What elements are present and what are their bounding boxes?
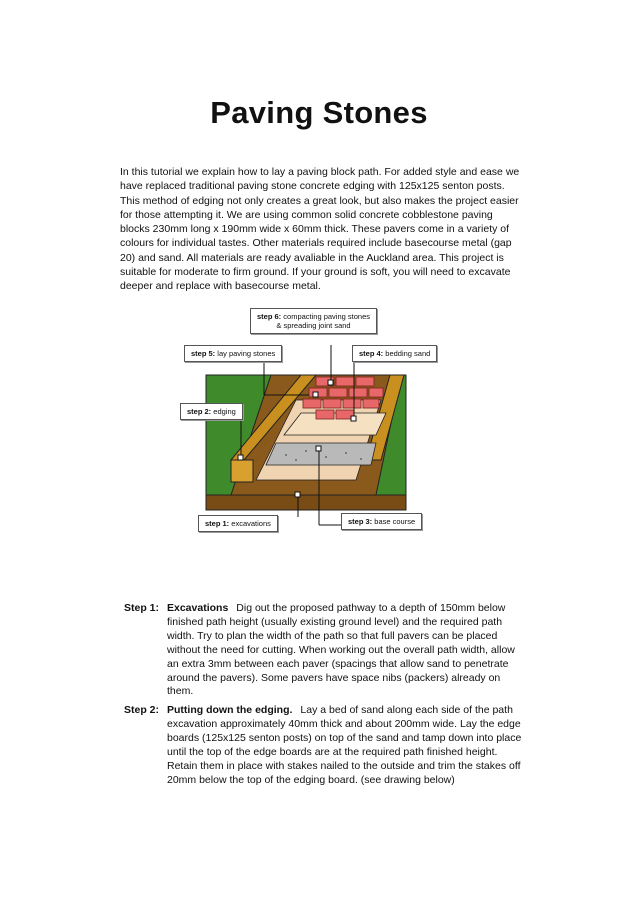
label-step-6: step 6: compacting paving stones & spreading joint sand <box>250 308 377 334</box>
steps-list <box>124 602 524 793</box>
page-title: Paving Stones <box>210 95 428 130</box>
paving-cross-section-illustration <box>176 305 436 540</box>
step-item <box>124 602 524 699</box>
label-step-5: step 5: lay paving stones <box>184 345 282 362</box>
intro-paragraph: In this tutorial we explain how to lay a paving block path. For added style and ease we have replaced traditional paving stone concrete edging with 125x125 senton posts. This method of edging not only creates a great look, but also makes the project easier for those attempting it. We are using common solid concrete cobblestone paving blocks 230mm long x 190mm wide x 60mm thick. These pavers come in a variety of colours for individual tastes. Other materials required include basecourse metal (gap 20) and sand. All materials are ready avaliable in the Auckland area. This project is suitable for moderate to firm ground. If your ground is soft, you will need to excavate deeper and replace with basecourse metal. <box>120 166 520 293</box>
step-number: Step 2: <box>124 704 160 717</box>
step-body <box>167 602 524 699</box>
step-heading: Excavations <box>167 602 229 614</box>
label-step-2: step 2: edging <box>180 403 243 420</box>
step-heading: Putting down the edging. <box>167 704 293 717</box>
label-step-3: step 3: base course <box>341 513 422 530</box>
label-step-1: step 1: excavations <box>198 515 278 532</box>
step-number: Step 1: <box>124 602 160 614</box>
step-body <box>167 704 524 787</box>
step-text: Dig out the proposed pathway to a depth of 150mm below finished path height (usually existing ground level) and the required path width. Try to plan the width of the path so that full pavers can be placed without the need for cutting. When working out the overall path width, allow an extra 3mm between each paver (spacings that allow sand to penetrate around the pavers). Some pavers have space nibs (packers) already on them. <box>167 602 515 698</box>
paving-diagram <box>176 305 436 540</box>
label-step-4: step 4: bedding sand <box>352 345 437 362</box>
step-text: Lay a bed of sand along each side of the path excavation approximately 40mm thick and about 200mm wide. Lay the edge boards (125x125 senton posts) on top of the sand and tamp down into place until the top of the edge boards are at the required path finished height. Retain them in place with stakes nailed to the outside and trim the stakes off 20mm below the top of the edging board. (see drawing below) <box>167 704 522 786</box>
step-item <box>124 704 524 787</box>
